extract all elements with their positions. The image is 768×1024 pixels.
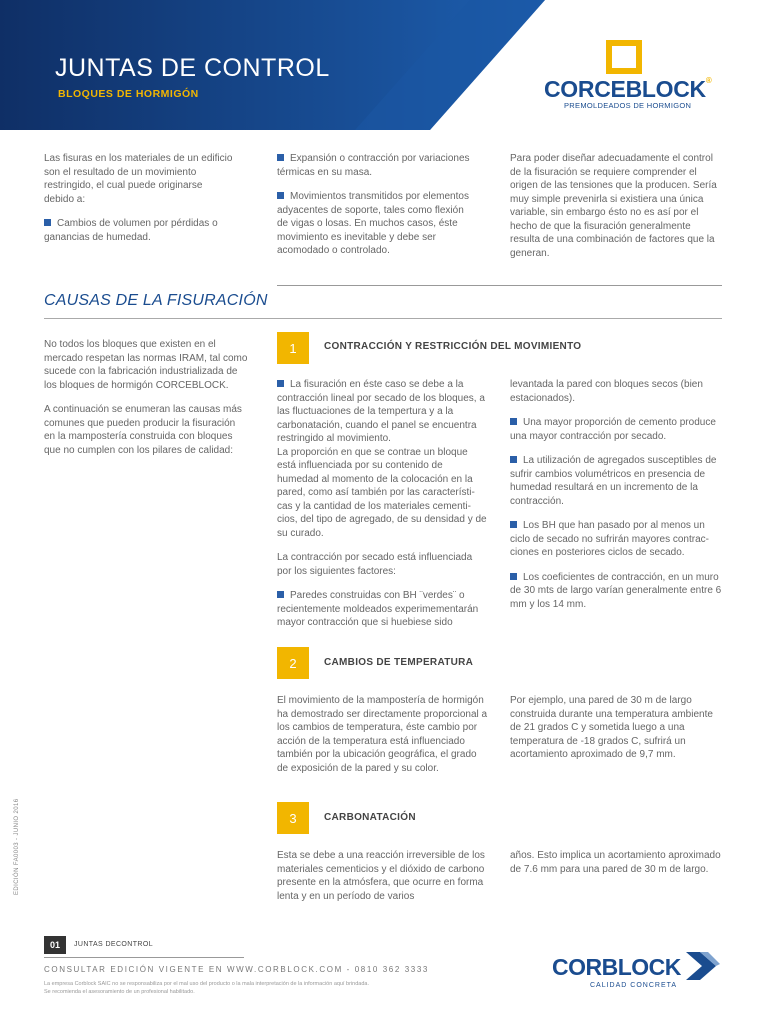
cause-3-right: [510, 849, 722, 887]
footer-label: JUNTAS DECONTROL: [74, 941, 153, 948]
cause-paragraph: El movimiento de la mampostería de hormigón ha demostrado ser directamente proporcional a los cambios de temperatura, éste cambio por acción de la temperatura está influenciado también por la ubicación geográfica, el grado de exposición de la pared y su color.: [277, 695, 488, 774]
cause-number-badge: 1: [277, 332, 309, 364]
cause-number-badge: 2: [277, 647, 309, 679]
page-title: JUNTAS DE CONTROL: [55, 54, 330, 82]
cause-bullet-text: Los BH que han pasado por al menos un ciclo de secado no sufrirán mayores contrac-ciones en posteriores ciclos de secado.: [510, 520, 709, 558]
cause-bullet: [510, 519, 722, 560]
footer-divider: [44, 957, 244, 958]
cause-1-right: [510, 378, 722, 622]
cause-bullet-text: La fisuración en éste caso se debe a la contracción lineal por secado de los bloques, a las fluctuaciones de la tempertura y a la carbonatación, cuando el panel se encuentra restringido al movimiento.: [277, 379, 485, 444]
corblock-logo: [552, 950, 722, 995]
cause-paragraph: Por ejemplo, una pared de 30 m de largo construida durante una temperatura ambiente de 21 grados C y sometida luego a una temperatura de -18 grados C, sufrirá un acortamiento aproximado de 9,7 mm.: [510, 695, 713, 760]
left-paragraph: No todos los bloques que existen en el mercado respetan las normas IRAM, tal como sucede con la fabricación industrializada de los bloques de hormigón CORCEBLOCK.: [44, 339, 248, 391]
cause-bullet: [510, 454, 722, 508]
intro-bullet-text: Cambios de volumen por pérdidas o ganancias de humedad.: [44, 218, 218, 243]
intro-paragraph: Para poder diseñar adecuadamente el control de la fisuración se requiere comprender el origen de las tensiones que la producen. Sería muy simple prevenirla si existiera una única variable, sin embargo ésto no es así por el hecho de que la fisuración generalmente resulta de una combinación de factores que la generan.: [510, 153, 717, 259]
logo-registered: ®: [705, 76, 712, 85]
bullet-square-icon: [277, 154, 284, 161]
cause-number-badge: 3: [277, 802, 309, 834]
bullet-square-icon: [510, 456, 517, 463]
footer-contact: CONSULTAR EDICIÓN VIGENTE EN WWW.CORBLOCK.COM - 0810 362 3333: [44, 965, 429, 974]
cause-bullet: [277, 589, 487, 630]
chevron-icon: [686, 950, 720, 980]
bullet-square-icon: [44, 219, 51, 226]
intro-col-1: [44, 152, 234, 255]
cause-paragraph: Esta se debe a una reacción irreversible de los materiales cementicios y el dióxido de carbono presente en la atmósfera, que ocurre en forma lenta y en un período de varios: [277, 850, 485, 902]
bullet-square-icon: [277, 591, 284, 598]
intro-col-2: [277, 152, 477, 269]
bullet-square-icon: [277, 380, 284, 387]
section-underline: [44, 318, 722, 319]
cause-heading: CAMBIOS DE TEMPERATURA: [324, 657, 474, 668]
cause-bullet: [510, 571, 722, 612]
cause-1-left: [277, 378, 487, 641]
bullet-square-icon: [510, 521, 517, 528]
cause-bullet-text: Los coeficientes de contracción, en un muro de 30 mts de largo varían generalmente entre 6 mm y los 14 mm.: [510, 571, 722, 610]
corblock-wordmark: CORBLOCK: [552, 954, 681, 980]
cause-2-right: [510, 694, 722, 773]
corceblock-logo: [544, 40, 714, 110]
disclaimer-line: Se recomienda el asesoramiento de un profesional habilitado.: [44, 989, 195, 995]
footer-disclaimer: [44, 980, 514, 996]
left-column: [44, 338, 249, 468]
intro-bullet: [44, 217, 234, 244]
page-number: 01: [44, 936, 66, 954]
cause-3-left: [277, 849, 489, 914]
logo-square-icon: [606, 40, 642, 74]
disclaimer-line: La empresa Corblock SAIC no se responsabiliza por el mal uso del producto o la mala interpretación de la información aquí brindada.: [44, 981, 369, 987]
cause-heading: CONTRACCIÓN Y RESTRICCIÓN DEL MOVIMIENTO: [324, 341, 582, 352]
cause-paragraph: La proporción en que se contrae un bloque está influenciada por su contenido de humedad al momento de la colocación en la pared, como así también por las característi-cas y la cantidad de los materiales cementi-cios, del tipo de agregado, de su densidad y de su curado.: [277, 446, 487, 539]
intro-paragraph: Las fisuras en los materiales de un edificio son el resultado de un movimiento restringido, el cual puede originarse debido a:: [44, 153, 233, 205]
logo-wordmark-b: BLOCK: [625, 76, 706, 102]
section-divider: [277, 285, 722, 286]
page-subtitle: BLOQUES DE HORMIGÓN: [58, 88, 199, 100]
cause-paragraph: años. Esto implica un acortamiento aproximado de 7.6 mm para una pared de 30 m de largo.: [510, 850, 721, 875]
left-paragraph: A continuación se enumeran las causas más comunes que pueden producir la fisuración en la mampostería construida con bloques que no cumplen con los pilares de calidad:: [44, 404, 242, 456]
cause-2-left: [277, 694, 489, 786]
cause-bullet-text: La utilización de agregados susceptibles de sufrir cambios volumétricos en presencia de humedad resultará en un incremento de la contracción.: [510, 455, 717, 507]
cause-heading: CARBONATACIÓN: [324, 812, 416, 823]
bullet-square-icon: [510, 573, 517, 580]
edition-note: EDICIÓN FA0003 - JUNIO 2016: [14, 798, 20, 895]
bullet-square-icon: [277, 192, 284, 199]
corblock-tagline: CALIDAD CONCRETA: [590, 982, 678, 989]
cause-bullet-text: Una mayor proporción de cemento produce una mayor contracción por secado.: [510, 417, 716, 442]
intro-bullet-text: Movimientos transmitidos por elementos adyacentes de soporte, tales como flexión de vigas o losas. En muchos casos, éste movimiento es inevitable y debe ser acomodado o controlado.: [277, 191, 469, 256]
logo-wordmark: [544, 76, 711, 103]
section-title: CAUSAS DE LA FISURACIÓN: [44, 292, 268, 309]
logo-wordmark-a: CORCE: [544, 76, 626, 102]
intro-bullet: [277, 152, 477, 179]
intro-col-3: [510, 152, 722, 271]
cause-bullet-text: Paredes construidas con BH ¨verdes¨ o recientemente moldeados experimementarán mayor contracción que si huebiese sido: [277, 590, 479, 628]
cause-paragraph: La contracción por secado está influenciada por los siguientes factores:: [277, 552, 473, 577]
intro-bullet-text: Expansión o contracción por variaciones térmicas en su masa.: [277, 153, 470, 178]
cause-paragraph: levantada la pared con bloques secos (bien estacionados).: [510, 379, 703, 404]
intro-bullet: [277, 190, 477, 258]
logo-tagline: PREMOLDEADOS DE HORMIGON: [564, 101, 692, 110]
bullet-square-icon: [510, 418, 517, 425]
cause-bullet: [277, 378, 487, 446]
cause-bullet: [510, 416, 722, 443]
